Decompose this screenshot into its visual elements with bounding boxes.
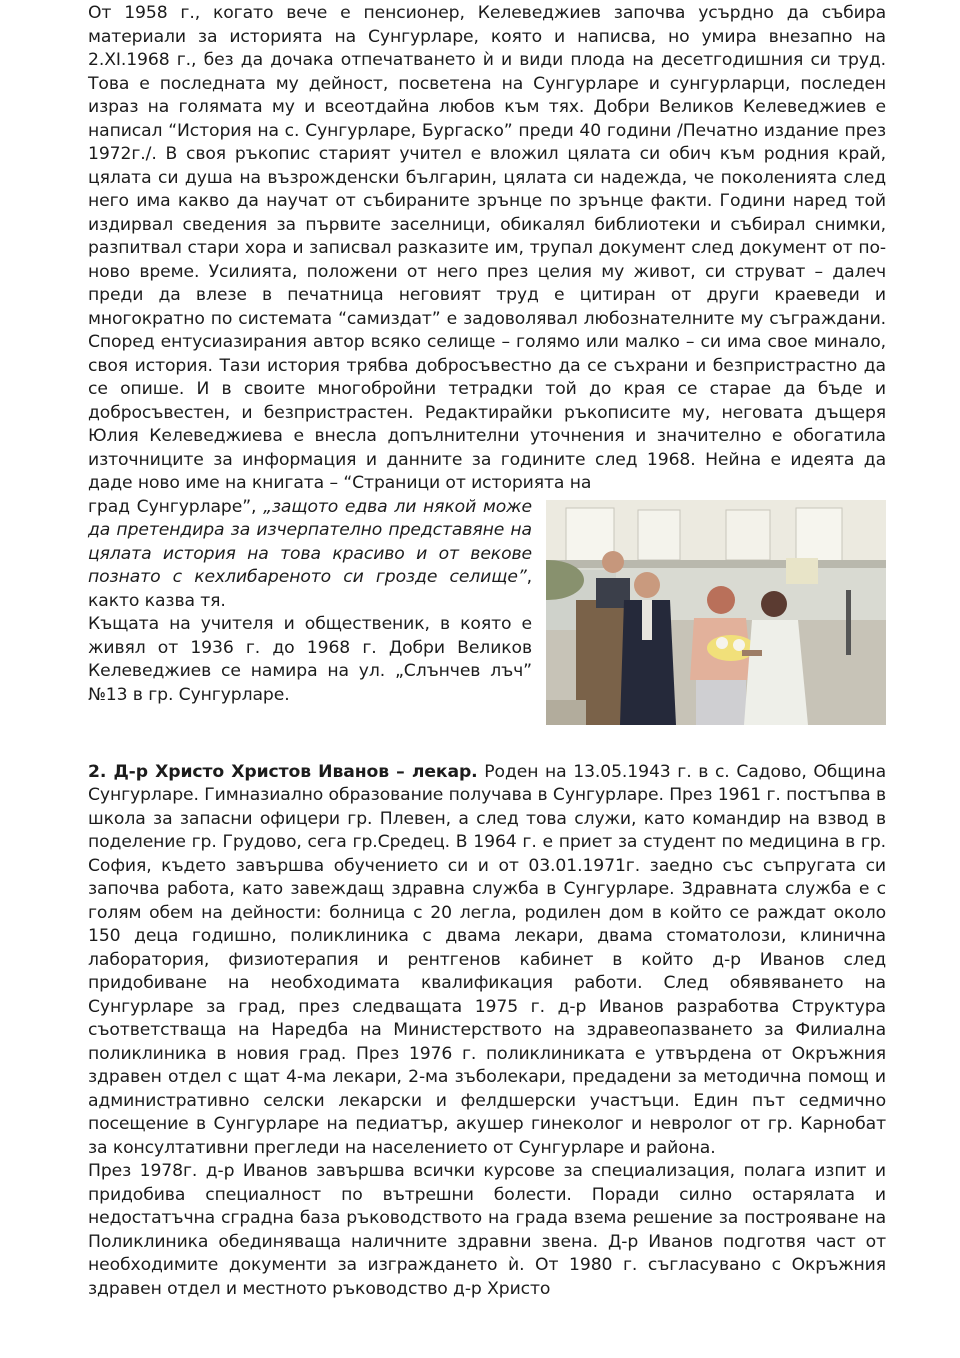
section-2-heading: 2. Д-р Христо Христов Иванов – лекар. (88, 761, 478, 782)
ceremony-photo (546, 500, 886, 725)
paragraph-section-2 (88, 761, 886, 1161)
paragraph-section-2-continued: През 1978г. д-р Иванов завършва всички курсове за специализация, полага изпит и придобива специалност по вътрешни болести. Поради силно остарялата и недостатъчна сградна база ръководството на града взема решение за построяване на Поликлиника обединяваща наличните здравни звена. Д-р Иванов подготвя част от необходимите документи за изграждането ѝ. От 1980 г. съгласувано с Окръжния здравен отдел и местното ръководство д-р Христо (88, 1161, 886, 1299)
paragraph-house-address: Къщата на учителя и общественик, в която е живял от 1936 г. до 1968 г. Добри Великов Келеведжиев се намира на ул. „Слънчев лъч” №13 в гр. Сунгурларе. (88, 614, 532, 705)
quote-lead: град Сунгурларе”, (88, 496, 264, 517)
quote-italic: „защото едва ли някой може да претендира за изчерпателно представяне на цялата история на това красиво и от векове познато с кехлибареното си грозде селище” (88, 496, 532, 587)
text-with-photo-block (88, 496, 886, 726)
quote-tail: , както казва тя. (88, 567, 532, 611)
document-page (88, 0, 886, 1301)
section-2-body: Роден на 13.05.1943 г. в с. Садово, Община Сунгурларе. Гимназиално образование получава в Сунгурларе. През 1961 г. постъпва в школа за запасни офицери гр. Плевен, а след това служи, като командир на взвод в поделение гр. Грудово, сега гр.Средец. В 1964 г. е приет за студент по медицина в гр. София, където завършва обучението си и от 03.01.1971г. заедно със съпругата си започва работа, като завеждащ здравна служба в Сунгурларе. Здравната служба е с голям обем на дейности: болница с 20 легла, родилен дом в който се раждат около 150 деца годишно, поликлиника с двама лекари, двама стоматолози, клинична лаборатория, физиотерапия и рентгенов кабинет в който д-р Иванов след придобиване на необходимата квалификация работи. След обявяването на Сунгурларе за град, през следващата 1975 г. д-р Иванов разработва Структура съответстваща на Наредба на Министерството на здравеопазването за Филиална поликлиника в новия град. През 1976 г. поликлиниката е утвърдена от Окръжния здравен отдел с щат 4-ма лекари, 2-ма зъболекари, предадени за методична помощ и административно селски лекарски и фелдшерски участъци. Един път седмично посещение в Сунгурларе на педиатър, акушер гинеколог и невролог от гр. Карнобат за консултативни прегледи на населението от Сунгурларе и района. (88, 761, 886, 1158)
paragraph-kelevedzhiev-history: От 1958 г., когато вече е пенсионер, Келеведжиев започва усърдно да събира материали за историята на Сунгурларе, която и написва, но умира внезапно на 2.XI.1968 г., без да дочака отпечатването ѝ и види плода на десетгодишния си труд. Това е последната му дейност, посветена на Сунгурларе и сунгурларци, последен израз на голямата му и всеотдайна любов към тях. Добри Великов Келеведжиев е написал “История на с. Сунгурларе, Бургаско” преди 40 години /Печатно издание през 1972г./. В своя ръкопис старият учител е вложил цялата си обич към родния край, цялата си душа на възрожденски българин, цялата си надежда, че поколенията след него има какво да научат от събираните зрънце по зрънце факти. Години наред той издирвал сведения за първите заселници, обикалял библиотеки и събирал снимки, разпитвал стари хора и записвал разказите им, трупал документ след документ от по-ново време. Усилията, положени от него през целия му живот, си струват – далеч преди да влезе в печатница неговият труд е цитиран от други краеведи и многократно по системата “самиздат” е задоволявал любознателните му съграждани. Според ентусиазирания автор всяко селище – голямо или малко – си има свое минало, своя история. Тази история трябва добросъвестно да се съхрани и безпристрастно да се опише. И в своите многобройни тетрадки той до края се старае да бъде и добросъвестен, и безпристрастен. Редактирайки ръкописите му, неговата дъщеря Юлия Келеведжиева е внесла допълнителни уточнения и значително е обогатила източниците за информация и данните за годините след 1968. Нейна е идеята да даде ново име на книгата – “Страници от историята на (88, 3, 886, 493)
paragraph-book-title-quote (88, 496, 532, 708)
